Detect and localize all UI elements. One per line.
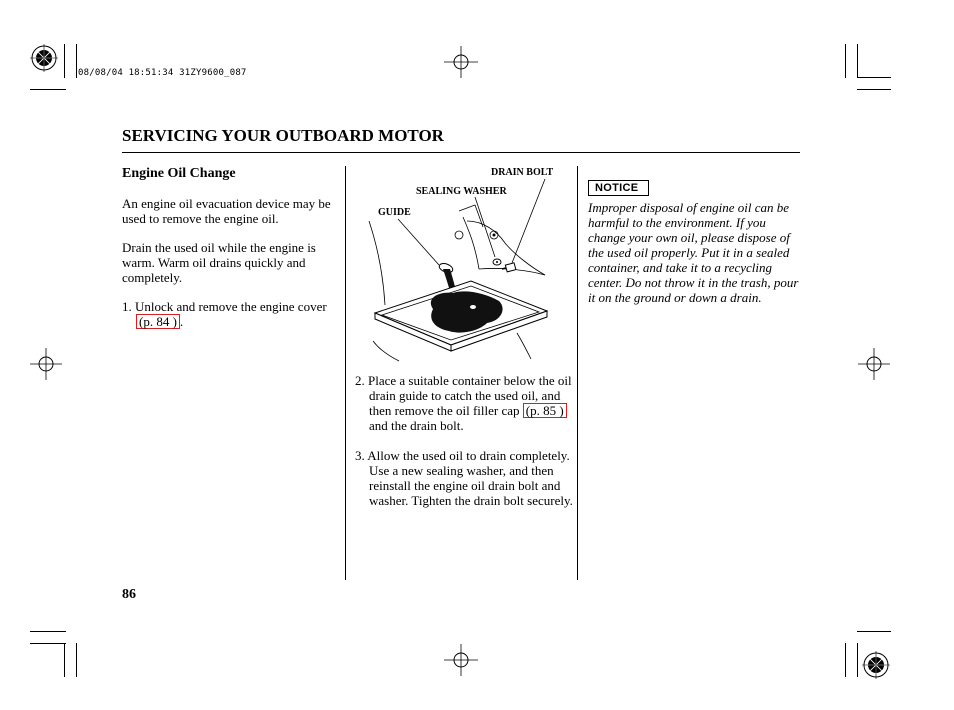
step-text: Unlock and remove the engine cover — [135, 299, 327, 314]
oil-drain-figure — [355, 165, 570, 365]
registration-target-icon — [862, 651, 890, 679]
crosshair-icon — [858, 348, 890, 380]
step-end: . — [179, 314, 184, 329]
label-sealing-washer: SEALING WASHER — [416, 186, 507, 197]
middle-column — [355, 373, 573, 508]
left-column — [122, 165, 337, 329]
label-drain-bolt: DRAIN BOLT — [491, 167, 554, 178]
paragraph: An engine oil evacuation device may be used to remove the engine oil. — [122, 196, 331, 226]
oil-drain-illustration — [355, 165, 570, 365]
column-divider — [577, 166, 578, 580]
column-divider — [345, 166, 346, 580]
step-number: 2. — [355, 373, 365, 388]
page-ref-link[interactable]: (p. 85 ) — [523, 403, 567, 418]
step-text: Allow the used oil to drain completely. Use a new sealing washer, and then reinstall the engine oil drain bolt and washer. Tighten the drain bolt securely. — [367, 448, 573, 508]
registration-target-icon — [30, 44, 58, 72]
step-text: and the drain bolt. — [369, 418, 464, 433]
paragraph: Drain the used oil while the engine is warm. Warm oil drains quickly and completely. — [122, 240, 316, 285]
page-number: 86 — [122, 587, 136, 602]
step-2 — [355, 373, 573, 433]
crosshair-icon — [30, 348, 62, 380]
right-column — [588, 178, 802, 305]
step-3 — [355, 448, 573, 508]
print-stamp: 08/08/04 18:51:34 31ZY9600_087 — [78, 68, 247, 78]
step-number: 3. — [355, 448, 365, 463]
crosshair-icon — [444, 46, 478, 78]
step-number: 1. — [122, 299, 132, 314]
notice-text: Improper disposal of engine oil can be harmful to the environment. If you change your own oil, please dispose of the used oil properly. Put it in a sealed container, and take it to a recycling center. Do not throw it in the trash, pour it on the ground or down a drain. — [588, 200, 799, 305]
page-ref-link[interactable]: (p. 84 ) — [136, 314, 180, 329]
crosshair-icon — [444, 644, 478, 676]
step-1 — [122, 299, 337, 329]
step-text: Place a suitable container below the oil drain guide to catch the used oil, and then remove the oil filler cap — [368, 373, 572, 418]
section-heading: Engine Oil Change — [122, 166, 236, 181]
label-guide: GUIDE — [378, 207, 411, 218]
header-rule — [122, 152, 800, 153]
notice-badge: NOTICE — [588, 180, 649, 196]
page-title: SERVICING YOUR OUTBOARD MOTOR — [122, 126, 444, 145]
